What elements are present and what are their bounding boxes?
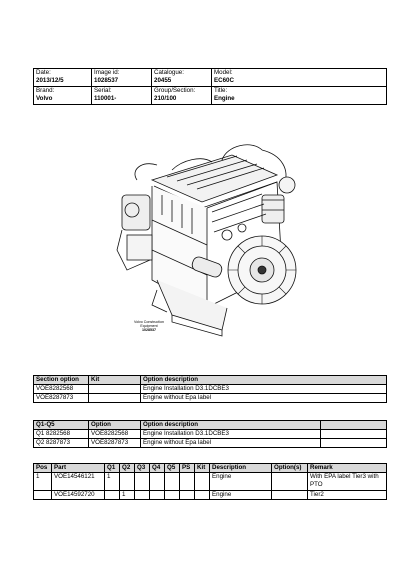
col-kit: Kit	[89, 376, 141, 385]
image-caption	[129, 320, 169, 333]
cell: Q2 8287873	[34, 439, 89, 448]
cell: Q1 8282568	[34, 430, 89, 439]
cell: Engine Installation D3.1DCBE3	[141, 430, 321, 439]
section-option-table	[33, 375, 387, 403]
catalogue-cell	[152, 69, 212, 87]
cell	[165, 491, 180, 500]
cell: VOE8282568	[34, 385, 89, 394]
col-q3: Q3	[135, 464, 150, 473]
cell: Engine without Epa label	[141, 439, 321, 448]
table-header-row	[34, 376, 387, 385]
cell	[165, 473, 180, 491]
cell	[272, 491, 308, 500]
cell	[272, 473, 308, 491]
model-value: EC60C	[214, 77, 234, 84]
cell	[195, 491, 210, 500]
col-empty	[321, 421, 387, 430]
col-ps: PS	[180, 464, 195, 473]
table-header-row	[34, 421, 387, 430]
brand-value: Volvo	[36, 95, 53, 102]
cell	[120, 473, 135, 491]
cell: Engine without Epa label	[141, 394, 387, 403]
cell: Tier2	[308, 491, 387, 500]
caption-line-3: 1028537	[142, 328, 156, 333]
col-remark: Remark	[308, 464, 387, 473]
col-q1-q5: Q1-Q5	[34, 421, 89, 430]
col-option: Option	[89, 421, 141, 430]
table-row	[34, 473, 387, 491]
table-row	[34, 491, 387, 500]
parts-table	[33, 463, 387, 500]
date-cell	[34, 69, 92, 87]
model-cell	[212, 69, 387, 87]
cell: VOE8282568	[89, 430, 141, 439]
cell: VOE8287873	[89, 439, 141, 448]
table-row	[34, 385, 387, 394]
cell: VOE14592720	[52, 491, 105, 500]
table-row	[34, 394, 387, 403]
cell	[180, 473, 195, 491]
cell: Engine	[210, 473, 272, 491]
engine-illustration	[112, 140, 312, 340]
col-part: Part	[52, 464, 105, 473]
col-q2: Q2	[120, 464, 135, 473]
date-value: 2013/12/5	[36, 77, 64, 84]
col-options: Option(s)	[272, 464, 308, 473]
title-label: Title:	[214, 87, 228, 94]
catalogue-label: Catalogue:	[154, 69, 184, 76]
q-options-table	[33, 420, 387, 448]
title-value: Engine	[214, 95, 235, 102]
col-q1: Q1	[105, 464, 120, 473]
catalogue-value: 20455	[154, 77, 172, 84]
cell: 1	[105, 473, 120, 491]
table-row	[34, 430, 387, 439]
image-id-value: 1028537	[94, 77, 119, 84]
cell	[135, 491, 150, 500]
group-label: Group/Section:	[154, 87, 196, 94]
cell	[321, 439, 387, 448]
model-label: Model:	[214, 69, 233, 76]
cell: VOE8287873	[34, 394, 89, 403]
table-header-row	[34, 464, 387, 473]
col-kit: Kit	[195, 464, 210, 473]
col-description: Description	[210, 464, 272, 473]
group-value: 210/100	[154, 95, 177, 102]
col-q4: Q4	[150, 464, 165, 473]
cell	[150, 473, 165, 491]
cell	[105, 491, 120, 500]
cell	[195, 473, 210, 491]
title-cell	[212, 87, 387, 105]
image-id-label: Image id:	[94, 69, 120, 76]
cell: Engine Installation D3.1DCBE3	[141, 385, 387, 394]
serial-value: 110001-	[94, 95, 117, 102]
image-id-cell	[92, 69, 152, 87]
brand-cell	[34, 87, 92, 105]
cell	[34, 491, 52, 500]
cell	[89, 385, 141, 394]
cell	[180, 491, 195, 500]
col-option-description: Option description	[141, 376, 387, 385]
cell	[89, 394, 141, 403]
cell	[321, 430, 387, 439]
serial-label: Serial:	[94, 87, 112, 94]
cell: 1	[34, 473, 52, 491]
caption-line-1: Volvo Construction	[134, 320, 164, 324]
col-pos: Pos	[34, 464, 52, 473]
cell: 1	[120, 491, 135, 500]
caption-line-2: Equipment	[140, 324, 158, 329]
col-q5: Q5	[165, 464, 180, 473]
brand-label: Brand:	[36, 87, 55, 94]
cell: Engine	[210, 491, 272, 500]
cell: With EPA label Tier3 with PTO	[308, 473, 387, 491]
header-table	[33, 68, 387, 105]
cell	[135, 473, 150, 491]
cell: VOE14546121	[52, 473, 105, 491]
date-label: Date:	[36, 69, 51, 76]
cell	[150, 491, 165, 500]
col-option-description: Option description	[141, 421, 321, 430]
table-row	[34, 439, 387, 448]
serial-cell	[92, 87, 152, 105]
group-cell	[152, 87, 212, 105]
col-section-option: Section option	[34, 376, 89, 385]
